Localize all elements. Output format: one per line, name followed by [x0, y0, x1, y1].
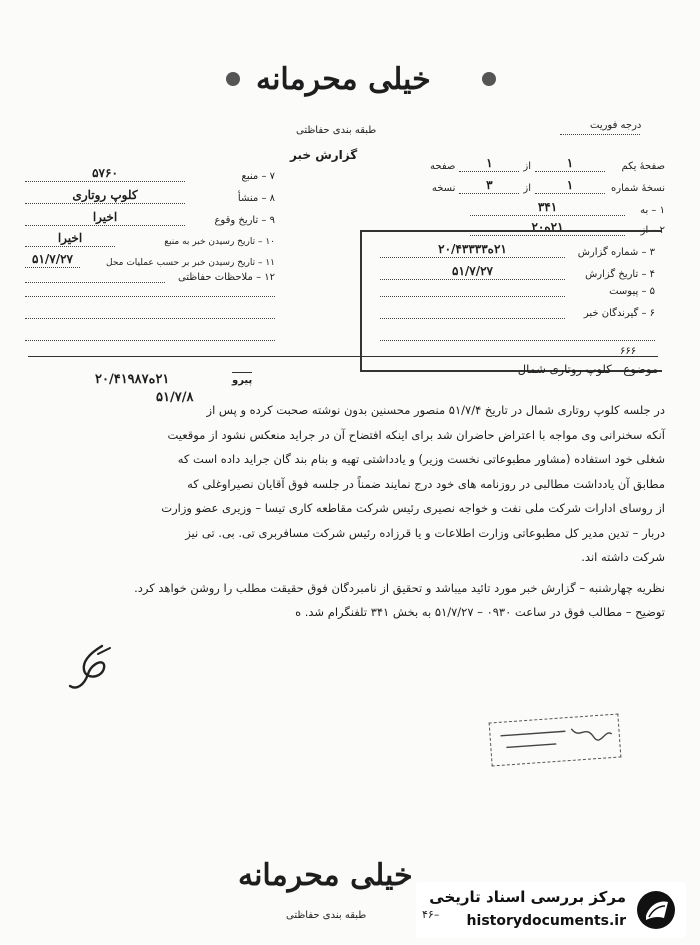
- report-title: گزارش خبر: [290, 148, 358, 162]
- body-line: شرکت داشته اند.: [581, 550, 665, 564]
- body-line: از روسای ادارات شرکت ملی نفت و خواجه نصیری رئیس شرکت مقاطعه کاری تیسا – وزیری عضو وزارت: [161, 501, 665, 515]
- classification-caption-bottom: طبقه بندی حفاظتی: [286, 910, 367, 921]
- field-received-source-value: اخیرا: [25, 231, 115, 247]
- subject-line: [518, 362, 658, 376]
- field-recipients: [380, 308, 655, 319]
- field-copy: [410, 178, 665, 194]
- field-origin-value: کلوپ روتاری: [25, 188, 185, 204]
- subject-value: کلوپ روتاری شمال: [517, 362, 612, 376]
- watermark-page-number: ۴۶–: [422, 908, 440, 921]
- field-page-mid: از: [523, 161, 531, 172]
- field-origin: [25, 188, 275, 204]
- followup-date: ۵۱/۷/۸: [156, 390, 194, 405]
- classification-bottom: خیلی محرمانه: [238, 858, 413, 893]
- punch-hole-left: [226, 72, 240, 86]
- notes-line-3: [25, 340, 275, 341]
- classification-top: خیلی محرمانه: [256, 62, 431, 97]
- field-attachment-label: ۵ – پیوست: [609, 286, 655, 297]
- punch-hole-right: [482, 72, 496, 86]
- box-footer-number: ۶۶۶: [620, 346, 637, 357]
- field-security-notes-label: ۱۲ – ملاحظات حفاظتی: [177, 272, 275, 283]
- field-security-notes: [25, 272, 275, 283]
- followup-number: ۲۱ه۲۰/۴۱۹۸۷: [95, 372, 170, 387]
- field-received-ops-value: ۵۱/۷/۲۷: [25, 252, 80, 268]
- field-to: [470, 200, 665, 216]
- body-line: مطابق آن یادداشت مطالبی در روزنامه های خود درج نمایند ضمناً در جلسه فوق آقایان نصیراوغلی که: [187, 476, 665, 491]
- body-line: در جلسه کلوپ روتاری شمال در تاریخ ۵۱/۷/۴ منصور محسنین بدون نوشته صحبت کرده و پس از: [206, 403, 665, 417]
- body-line: شغلی خود استفاده (مشاور مطبوعاتی نخست وزیر) و یادداشتی تهیه و بنام بند گان جراید داده است که: [177, 452, 665, 466]
- followup-label: پیرو: [232, 372, 252, 386]
- field-recipients-label: ۶ – گیرندگان خبر: [583, 308, 655, 319]
- field-received-source: [25, 231, 275, 247]
- field-page-end: صفحه: [430, 161, 456, 172]
- field-copy-value: ۱: [535, 178, 605, 194]
- field-to-label: ۱ – به: [640, 205, 665, 216]
- assessment-paragraph: نظریه چهارشنبه – گزارش خبر مورد تائید میباشد و تحقیق از نامبردگان فوق حقیقت مطلب را روشن خواهد کرد.: [134, 580, 665, 595]
- priority-line: [560, 134, 640, 135]
- subject-label: موضوع: [623, 362, 658, 376]
- body-line: آنکه سخنرانی وی مواجه با اعتراض حاضران شد برای اینکه افتضاح آن در جراید منعکس نشود از موقعیت: [167, 427, 665, 442]
- field-received-ops-label: ۱۱ – تاریخ رسیدن خبر بر حسب عملیات محل: [106, 258, 275, 268]
- field-report-number-label: ۳ – شماره گزارش: [577, 247, 655, 258]
- field-page-value: ۱: [535, 156, 605, 172]
- field-from-value: ۲۱ه۲۰: [470, 220, 625, 236]
- box-line: [380, 340, 655, 341]
- field-report-date: [380, 264, 655, 280]
- field-attachment-value: [380, 295, 565, 297]
- field-page-label: صفحهٔ یکم: [621, 161, 665, 172]
- field-recipients-value: [380, 317, 565, 319]
- report-body: [40, 398, 665, 625]
- field-source-value: ۵۷۶۰: [25, 166, 185, 182]
- archive-watermark: [416, 882, 686, 938]
- field-origin-label: ۸ – منشأ: [237, 193, 275, 204]
- received-stamp: [489, 714, 622, 767]
- field-report-date-value: ۵۱/۷/۲۷: [380, 264, 565, 280]
- field-copy-total: ۳: [459, 178, 519, 194]
- field-event-date: [25, 210, 275, 226]
- classification-caption-top: طبقه بندی حفاظتی: [296, 125, 377, 136]
- note-paragraph: توضیح – مطالب فوق در ساعت ۰۹۳۰ – ۵۱/۷/۲۷ به بخش ۳۴۱ تلفنگرام شد. ه: [295, 605, 665, 619]
- field-report-number-value: ۲۱ه۲۰/۴۳۳۳۳: [380, 242, 565, 258]
- field-copy-mid: از: [523, 183, 531, 194]
- field-received-source-label: ۱۰ – تاریخ رسیدن خبر به منبع: [164, 237, 275, 247]
- field-from-label: ۲ – از: [640, 225, 665, 236]
- body-line: دربار – تدین مدیر کل مطبوعاتی وزارت اطلاعات و یا قرزاده رئیس شرکت مسافربری تی. بی. تی نیز: [185, 525, 665, 540]
- field-copy-end: نسخه: [431, 183, 456, 194]
- notes-line-2: [25, 318, 275, 319]
- field-security-notes-value: [25, 281, 165, 283]
- priority-label: درجه فوریت: [590, 120, 642, 131]
- archive-logo-icon: [636, 890, 676, 930]
- field-report-date-label: ۴ – تاریخ گزارش: [585, 269, 655, 280]
- notes-line-1: [25, 296, 275, 297]
- field-report-number: [380, 242, 655, 258]
- signature-mark: [62, 640, 122, 696]
- field-to-value: ۳۴۱: [470, 200, 625, 216]
- field-page-total: ۱: [459, 156, 519, 172]
- field-page: [410, 156, 665, 172]
- field-copy-label: نسخهٔ شماره: [611, 183, 665, 194]
- field-event-date-value: اخیرا: [25, 210, 185, 226]
- field-source: [25, 166, 275, 182]
- field-attachment: [380, 286, 655, 297]
- stamp-scribble: [495, 718, 617, 762]
- field-received-ops: [25, 252, 275, 268]
- field-event-date-label: ۹ – تاریخ وقوع: [214, 215, 275, 226]
- watermark-url: historydocuments.ir: [466, 913, 626, 929]
- section-divider: [28, 356, 658, 357]
- watermark-title: مرکز بررسی اسناد تاریخی: [429, 888, 626, 906]
- field-source-label: ۷ – منبع: [241, 171, 275, 182]
